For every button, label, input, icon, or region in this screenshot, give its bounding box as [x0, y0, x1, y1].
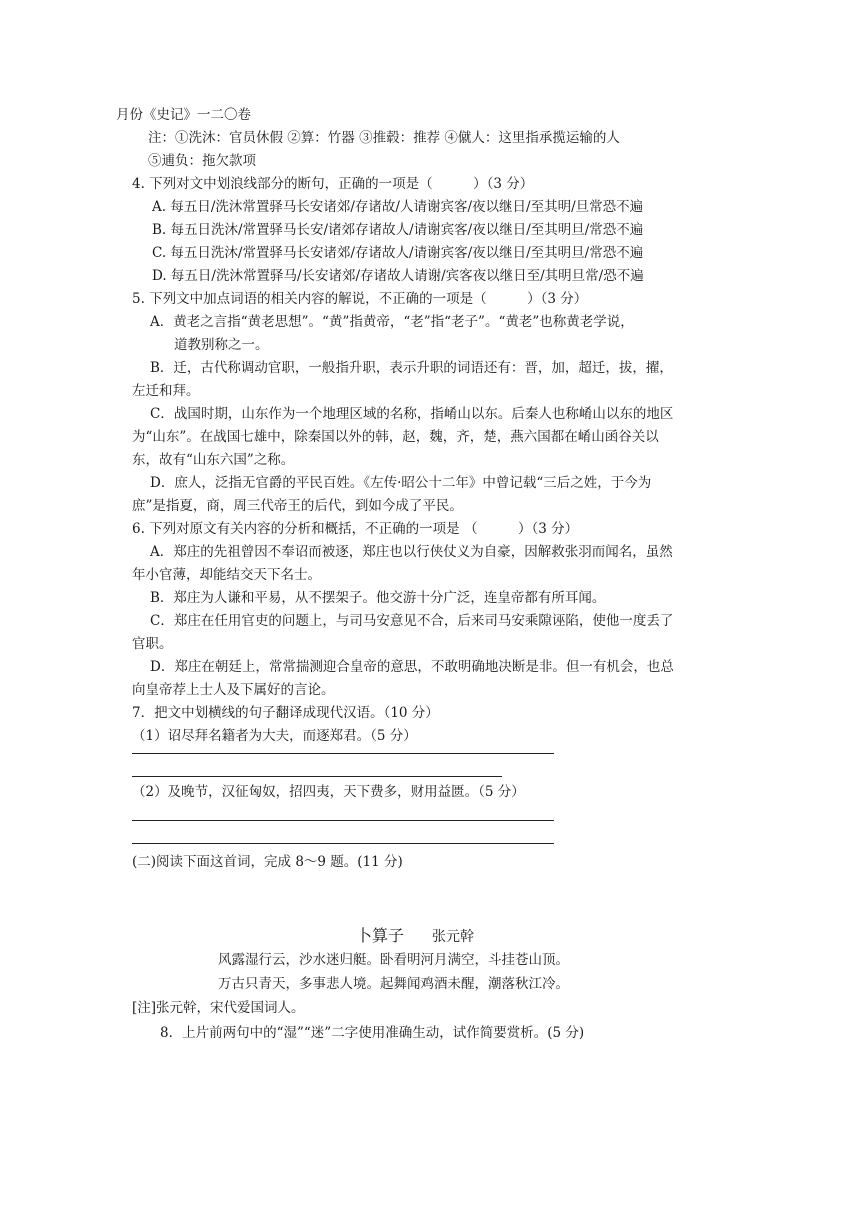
answer-line[interactable]: [132, 820, 554, 821]
poem-line-2: 万古只青天，多事悲人境。起舞闻鸡酒未醒，潮落秋江冷。: [218, 976, 569, 992]
poem-line-1: 风露湿行云，沙水迷归艇。卧看明河月满空，斗挂苍山顶。: [218, 952, 569, 968]
q6-option-a-line2: 年小官薄，却能结交天下名士。: [132, 567, 321, 583]
q5-option-b-line1: B．迁，古代称调动官职，一般指升职，表示升职的词语还有：晋，加，超迁，拔，擢，: [150, 360, 673, 376]
q5-option-b-line2: 左迁和拜。: [132, 383, 200, 399]
poem-note: [注]张元幹，宋代爱国词人。: [132, 1000, 305, 1016]
q4-option-c: C. 每五日洗沐/常置驿马长安诸郊/存诸故人/请谢宾客/夜以继日/至其明旦/常恐不遍: [152, 245, 644, 261]
annotation-line-2: ⑤逋负：拖欠款项: [148, 153, 256, 169]
q6-stem: 6. 下列对原文有关内容的分析和概括，不正确的一项是 （ ）（3 分）: [132, 521, 579, 537]
q5-option-c-line2: 为“山东”。在战国七雄中，除秦国以外的韩，赵，魏，齐，楚，燕六国都在崤山函谷关以: [132, 429, 659, 445]
q5-option-d-line2: 庶”是指夏，商，周三代帝王的后代，到如今成了平民。: [132, 498, 463, 514]
q6-option-a-line1: A．郑庄的先祖曾因不奉诏而被逐，郑庄也以行侠仗义为自豪，因解救张羽而闻名，虽然: [150, 544, 673, 560]
q5-stem: 5. 下列文中加点词语的相关内容的解说，不正确的一项是（ ）（3 分）: [132, 291, 588, 307]
answer-line[interactable]: [132, 753, 554, 754]
q4-stem: 4. 下列对文中划浪线部分的断句，正确的一项是（ ）（3 分）: [132, 176, 534, 192]
answer-line[interactable]: [132, 843, 554, 844]
q6-option-d-line1: D．郑庄在朝廷上，常常揣测迎合皇帝的意思，不敢明确地决断是非。但一有机会，也总: [150, 659, 674, 675]
q6-option-c-line2: 官职。: [132, 636, 173, 652]
q5-option-a-line2: 道教别称之一。: [174, 337, 269, 353]
q8-stem: 8．上片前两句中的“湿”“迷”二字使用准确生动，试作简要赏析。(5 分): [160, 1025, 585, 1041]
q4-option-b: B. 每五日洗沐/常置驿马长安/诸郊存诸故人/请谢宾客/夜以继日/至其明旦/常恐不遍: [152, 222, 644, 238]
section-heading: (二)阅读下面这首词，完成 8～9 题。(11 分): [132, 854, 403, 870]
q7-sentence-1: （1）诏尽拜名籍者为大夫，而逐郑君。（5 分）: [132, 728, 417, 744]
poem-author: 张元幹: [432, 929, 474, 945]
q5-option-c-line1: C．战国时期，山东作为一个地理区域的名称，指崤山以东。后秦人也称崤山以东的地区: [150, 406, 674, 422]
annotation-line-1: 注：①洗沐：官员休假 ②算：竹器 ③推毂：推荐 ④僦人：这里指承揽运输的人: [148, 130, 620, 146]
q4-option-d: D. 每五日/洗沐常置驿马/长安诸郊/存诸故人请谢/宾客夜以继日至/其明旦常/恐不遍: [152, 268, 644, 284]
q7-sentence-2: （2）及晚节，汉征匈奴，招四夷，天下费多，财用益匮。（5 分）: [132, 784, 525, 800]
q6-option-b-line1: B．郑庄为人谦和平易，从不摆架子。他交游十分广泛，连皇帝都有所耳闻。: [150, 590, 606, 606]
answer-line[interactable]: [132, 776, 502, 777]
q7-stem: 7．把文中划横线的句子翻译成现代汉语。（10 分）: [132, 705, 439, 721]
q5-option-d-line1: D．庶人，泛指无官爵的平民百姓。《左传·昭公十二年》中曾记载“三后之姓，于今为: [150, 475, 652, 491]
q5-option-c-line3: 东，故有“山东六国”之称。: [132, 452, 295, 468]
q4-option-a: A. 每五日/洗沐常置驿马长安诸郊/存诸故/人请谢宾客/夜以继日/至其明/旦常恐不遍: [152, 199, 644, 215]
q6-option-c-line1: C．郑庄在任用官吏的问题上，与司马安意见不合，后来司马安乘隙诬陷，使他一度丢了: [150, 613, 674, 629]
source-note: 月份《史记》一二〇卷: [116, 107, 251, 123]
q6-option-d-line2: 向皇帝荐上士人及下属好的言论。: [132, 682, 335, 698]
poem-title: 卜算子: [356, 926, 405, 945]
q5-option-a-line1: A．黄老之言指“黄老思想”。“黄”指黄帝，“老”指“老子”。“黄老”也称黄老学说，: [150, 314, 634, 330]
